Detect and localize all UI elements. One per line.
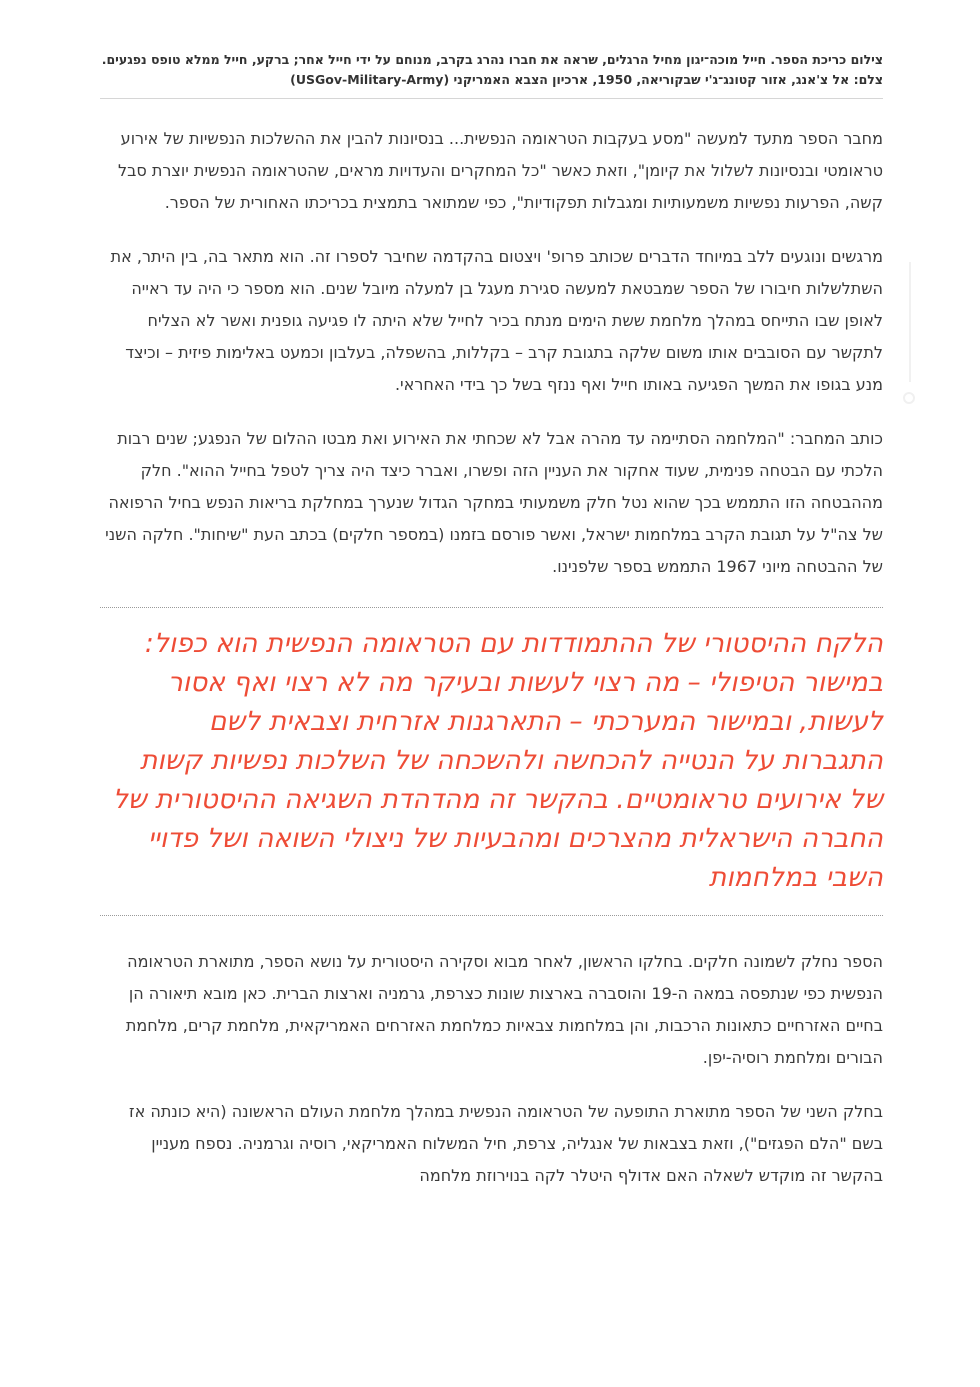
faint-side-watermark	[903, 262, 917, 412]
paragraph-2: מרגשים ונוגעים ללב במיוחד הדברים שכותב פרופ' ויצטום בהקדמה שחיבר לספרו זה. הוא מתאר בה, בין היתר, את השתלשלות חיבורו של הספר שמבטאת למעשה סגירת מעגל בן למעלה מיובל שנים. הוא מספר כי היה עד ראייה לאופן שבו התייחס במהלך מלחמת ששת הימים מנתח בכיר לחייל שלא היתה לו פגיעה גופנית ואשר לא הצליח לתקשר עם הסובבים אותו משום שלקה בתגובת קרב – בקללות, בהשפלה, בעלבון וכמעט באלימות פיזית – וכיצד מנע בגופו את המשך הפגיעה באותו חייל ואף ננזף בשל כך בידי האחראי.	[110, 247, 883, 394]
paragraph-1: מחבר הספר מתעד למעשה "מסע בעקבות הטראומה הנפשית... בנסיונות להבין את ההשלכות הנפשיות של אירוע טראומטי ובנסיונות לשלול את קיומן", וזאת כאשר "כל המחקרים והעדויות מראים, שהטראומה הנפשית יוצרת סבל קשה, הפרעות נפשיות משמעותיות ומגבלות תפקודיות", כפי שמתואר בתמצית בכריכתו האחורית של הספר.	[118, 129, 883, 212]
paragraph-4: הספר נחלק לשמונה חלקים. בחלקו הראשון, לאחר מבוא וסקירה היסטורית על נושא הספר, מתוארת הטראומה הנפשית כפי שנתפסה במאה ה-19 והוסברה בארצות שונות כצרפת, גרמניה וארצות הברית. כאן מובא תיאורה הן בחיים האזרחיים כתאונות הרכבות, והן במלחמות צבאיות כמלחמת האזרחים האמריקאית, מלחמת קרים, מלחמת הבורים ומלחמת רוסיה-יפן.	[125, 952, 883, 1067]
paragraph-3: כותב המחבר: "המלחמה הסתיימה עד מהרה אבל לא שכחתי את האירוע ואת מבטו ההלום של הנפגע; שנים רבות הלכתי עם הבטחה פנימית, שעוד אחקור את העניין הזה ופשרו, ואברר כיצד היה צריך לטפל בחייל ההוא". חלק מההבטחה הזו התממש בכך שהוא נטל חלק משמעותי במחקר הגדול שנערך במחלקת בריאות הנפש בחיל הרפואה של צה"ל על תגובת הקרב במלחמות ישראל, ואשר פורסם בזמנו (במספר חלקים) בכתב העת "שיחות". חלקה השני של ההבטחה מיוני 1967 התממש בספר שלפנינו.	[105, 429, 883, 576]
image-caption: צילום כריכת הספר. חייל מוכה־יגון מחיל הרגלים, שראה את חברו נהרג בקרב, מנוחם על ידי חייל אחר; ברקע, חייל ממלא טופס נפגעים. צלם: אל צ'אנג, אזור קטונג־ג'י שבקוריאה, 1950, ארכיון הצבא האמריקני (USGov-Military-Army)	[100, 50, 883, 99]
watermark-bar	[909, 262, 911, 382]
article	[100, 50, 883, 1192]
paragraph-5: בחלק השני של הספר מתוארת התופעה של הטראומה הנפשית במהלך מלחמת העולם הראשונה (היא כונתה אז בשם "הלם הפגזים"), וזאת בצבאות של אנגליה, צרפת, חיל המשלוח האמריקאי, רוסיה וגרמניה. נספח מעניין בהקשר זה מוקדש לשאלה האם אדולף היטלר לקה בנוירוזת מלחמה	[129, 1102, 883, 1185]
watermark-ring-icon	[903, 392, 915, 404]
pull-quote: הלקח ההיסטורי של ההתמודדות עם הטראומה הנפשית הוא כפול: במישור הטיפולי – מה רצוי לעשות ובעיקר מה לא רצוי ואף אסור לעשות, ובמישור המערכתי – התארגנות אזרחית וצבאית לשם התגברות על הנטייה להכחשה ולהשכחה של השלכות נפשיות קשות של אירועים טראומטיים. בהקשר זה מהדהדת השגיאה ההיסטורית של החברה הישראלית מהצרכים ומהבעיות של ניצולי השואה ושל פדויי השבי במלחמות	[112, 628, 883, 893]
pull-quote-box	[100, 607, 883, 916]
